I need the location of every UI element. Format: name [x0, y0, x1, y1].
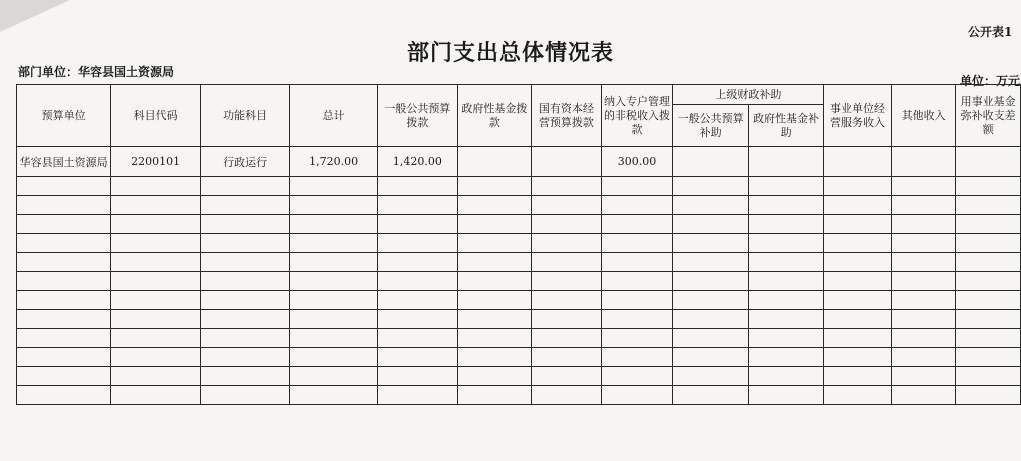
col-total: 总计 — [290, 85, 378, 147]
empty-cell — [111, 310, 201, 329]
empty-row — [17, 367, 1021, 386]
empty-cell — [532, 367, 602, 386]
empty-cell — [17, 348, 111, 367]
cell-gov-fund-subsidy — [748, 147, 823, 177]
empty-cell — [956, 272, 1021, 291]
empty-cell — [200, 291, 289, 310]
empty-cell — [824, 348, 892, 367]
cell-subject-code: 2200101 — [111, 147, 201, 177]
empty-cell — [111, 234, 201, 253]
empty-cell — [532, 234, 602, 253]
empty-cell — [956, 310, 1021, 329]
cell-total: 1,720.00 — [290, 147, 378, 177]
cell-general-subsidy — [673, 147, 748, 177]
empty-cell — [956, 234, 1021, 253]
empty-cell — [956, 348, 1021, 367]
empty-cell — [17, 234, 111, 253]
col-subject-code: 科目代码 — [111, 85, 201, 147]
page-title: 部门支出总体情况表 — [406, 40, 614, 66]
empty-cell — [290, 386, 378, 405]
empty-cell — [111, 272, 201, 291]
empty-cell — [200, 215, 289, 234]
empty-cell — [457, 291, 531, 310]
empty-cell — [601, 215, 673, 234]
empty-cell — [200, 329, 289, 348]
empty-cell — [17, 253, 111, 272]
empty-cell — [457, 386, 531, 405]
empty-cell — [824, 386, 892, 405]
col-gov-fund: 政府性基金拨款 — [457, 85, 531, 147]
empty-cell — [601, 348, 673, 367]
col-group-upper-subsidy: 上级财政补助 — [673, 85, 824, 105]
empty-cell — [200, 253, 289, 272]
empty-cell — [532, 196, 602, 215]
empty-cell — [891, 310, 956, 329]
empty-cell — [673, 234, 748, 253]
empty-cell — [748, 215, 823, 234]
empty-cell — [956, 329, 1021, 348]
empty-cell — [200, 234, 289, 253]
page-fold — [0, 0, 70, 32]
empty-cell — [748, 367, 823, 386]
empty-cell — [891, 215, 956, 234]
empty-cell — [824, 215, 892, 234]
empty-cell — [673, 177, 748, 196]
empty-cell — [824, 367, 892, 386]
empty-cell — [601, 272, 673, 291]
empty-cell — [748, 310, 823, 329]
empty-cell — [17, 177, 111, 196]
col-state-capital: 国有资本经营预算拨款 — [532, 85, 602, 147]
cell-budget-unit: 华容县国土资源局 — [17, 147, 111, 177]
cell-other-income — [891, 147, 956, 177]
empty-cell — [956, 367, 1021, 386]
empty-cell — [601, 253, 673, 272]
empty-cell — [290, 272, 378, 291]
col-budget-unit: 预算单位 — [17, 85, 111, 147]
empty-cell — [290, 291, 378, 310]
empty-cell — [748, 253, 823, 272]
empty-cell — [290, 215, 378, 234]
empty-cell — [601, 196, 673, 215]
empty-cell — [17, 329, 111, 348]
empty-cell — [748, 386, 823, 405]
empty-cell — [673, 329, 748, 348]
table-tag: 公开表1 — [968, 25, 1013, 39]
empty-cell — [17, 291, 111, 310]
empty-cell — [457, 215, 531, 234]
empty-cell — [673, 196, 748, 215]
cell-general-budget: 1,420.00 — [377, 147, 457, 177]
cell-gov-fund — [457, 147, 531, 177]
empty-cell — [200, 272, 289, 291]
empty-cell — [200, 310, 289, 329]
empty-cell — [824, 253, 892, 272]
empty-cell — [601, 310, 673, 329]
empty-cell — [532, 215, 602, 234]
col-other-income: 其他收入 — [891, 85, 956, 147]
empty-cell — [673, 367, 748, 386]
empty-cell — [200, 196, 289, 215]
empty-cell — [532, 386, 602, 405]
empty-cell — [601, 177, 673, 196]
empty-row — [17, 234, 1021, 253]
empty-cell — [111, 253, 201, 272]
amount-unit: 单位：万元 — [960, 74, 1021, 88]
col-general-subsidy: 一般公共预算补助 — [673, 105, 748, 147]
empty-cell — [111, 177, 201, 196]
empty-cell — [824, 291, 892, 310]
empty-row — [17, 291, 1021, 310]
empty-cell — [377, 196, 457, 215]
empty-cell — [377, 272, 457, 291]
empty-cell — [377, 234, 457, 253]
empty-cell — [457, 272, 531, 291]
col-function-subject: 功能科目 — [200, 85, 289, 147]
empty-cell — [824, 177, 892, 196]
empty-cell — [17, 367, 111, 386]
empty-cell — [956, 177, 1021, 196]
empty-cell — [673, 310, 748, 329]
empty-cell — [601, 291, 673, 310]
empty-cell — [673, 348, 748, 367]
empty-cell — [290, 329, 378, 348]
empty-cell — [748, 272, 823, 291]
empty-row — [17, 310, 1021, 329]
empty-cell — [111, 329, 201, 348]
empty-cell — [290, 177, 378, 196]
empty-cell — [457, 234, 531, 253]
empty-cell — [956, 386, 1021, 405]
empty-cell — [601, 234, 673, 253]
empty-cell — [290, 253, 378, 272]
empty-cell — [532, 177, 602, 196]
empty-cell — [673, 386, 748, 405]
empty-cell — [956, 291, 1021, 310]
empty-cell — [824, 310, 892, 329]
empty-cell — [377, 177, 457, 196]
empty-cell — [290, 196, 378, 215]
cell-nontax-income: 300.00 — [601, 147, 673, 177]
empty-cell — [748, 348, 823, 367]
empty-cell — [457, 196, 531, 215]
table-row — [17, 147, 1021, 177]
empty-cell — [200, 177, 289, 196]
empty-cell — [532, 310, 602, 329]
empty-cell — [532, 348, 602, 367]
empty-cell — [17, 310, 111, 329]
cell-function-subject: 行政运行 — [200, 147, 289, 177]
empty-cell — [377, 310, 457, 329]
empty-cell — [601, 367, 673, 386]
empty-row — [17, 177, 1021, 196]
cell-state-capital — [532, 147, 602, 177]
empty-cell — [111, 386, 201, 405]
empty-cell — [17, 272, 111, 291]
col-business-income: 事业单位经营服务收入 — [824, 85, 892, 147]
empty-cell — [824, 329, 892, 348]
empty-cell — [111, 196, 201, 215]
empty-cell — [891, 291, 956, 310]
empty-row — [17, 386, 1021, 405]
empty-cell — [891, 386, 956, 405]
empty-cell — [377, 253, 457, 272]
empty-cell — [748, 291, 823, 310]
empty-cell — [290, 348, 378, 367]
empty-cell — [748, 196, 823, 215]
empty-cell — [457, 329, 531, 348]
empty-cell — [673, 215, 748, 234]
empty-cell — [601, 329, 673, 348]
empty-cell — [290, 367, 378, 386]
empty-cell — [17, 196, 111, 215]
empty-cell — [457, 367, 531, 386]
empty-cell — [111, 291, 201, 310]
empty-cell — [891, 272, 956, 291]
empty-cell — [17, 386, 111, 405]
empty-cell — [601, 386, 673, 405]
empty-cell — [748, 177, 823, 196]
empty-cell — [290, 310, 378, 329]
empty-cell — [532, 253, 602, 272]
empty-cell — [377, 348, 457, 367]
col-nontax-income: 纳入专户管理的非税收入拨款 — [601, 85, 673, 147]
empty-cell — [891, 348, 956, 367]
empty-cell — [748, 234, 823, 253]
empty-cell — [956, 196, 1021, 215]
empty-cell — [956, 253, 1021, 272]
col-fund-offset: 用事业基金弥补收支差额 — [956, 85, 1021, 147]
empty-cell — [956, 215, 1021, 234]
empty-cell — [824, 234, 892, 253]
empty-cell — [457, 310, 531, 329]
empty-cell — [748, 329, 823, 348]
empty-cell — [891, 329, 956, 348]
empty-cell — [377, 215, 457, 234]
empty-cell — [532, 329, 602, 348]
cell-fund-offset — [956, 147, 1021, 177]
empty-cell — [377, 386, 457, 405]
empty-cell — [532, 272, 602, 291]
empty-cell — [891, 234, 956, 253]
empty-cell — [673, 253, 748, 272]
department-unit: 部门单位：华容县国土资源局 — [18, 65, 175, 79]
col-gov-fund-subsidy: 政府性基金补助 — [748, 105, 823, 147]
empty-cell — [111, 348, 201, 367]
empty-cell — [111, 215, 201, 234]
empty-cell — [111, 367, 201, 386]
empty-row — [17, 253, 1021, 272]
empty-cell — [457, 253, 531, 272]
empty-cell — [891, 177, 956, 196]
empty-cell — [824, 272, 892, 291]
empty-cell — [891, 196, 956, 215]
empty-cell — [891, 253, 956, 272]
empty-cell — [457, 177, 531, 196]
empty-row — [17, 215, 1021, 234]
empty-cell — [290, 234, 378, 253]
col-general-budget: 一般公共预算拨款 — [377, 85, 457, 147]
empty-cell — [200, 367, 289, 386]
empty-cell — [200, 386, 289, 405]
empty-cell — [457, 348, 531, 367]
empty-cell — [673, 272, 748, 291]
empty-cell — [673, 291, 748, 310]
empty-cell — [17, 215, 111, 234]
empty-row — [17, 329, 1021, 348]
empty-row — [17, 196, 1021, 215]
empty-cell — [891, 367, 956, 386]
cell-business-income — [824, 147, 892, 177]
empty-cell — [532, 291, 602, 310]
expenditure-table — [16, 84, 1021, 405]
empty-cell — [200, 348, 289, 367]
empty-cell — [824, 196, 892, 215]
empty-cell — [377, 291, 457, 310]
empty-cell — [377, 329, 457, 348]
empty-cell — [377, 367, 457, 386]
empty-row — [17, 348, 1021, 367]
empty-row — [17, 272, 1021, 291]
